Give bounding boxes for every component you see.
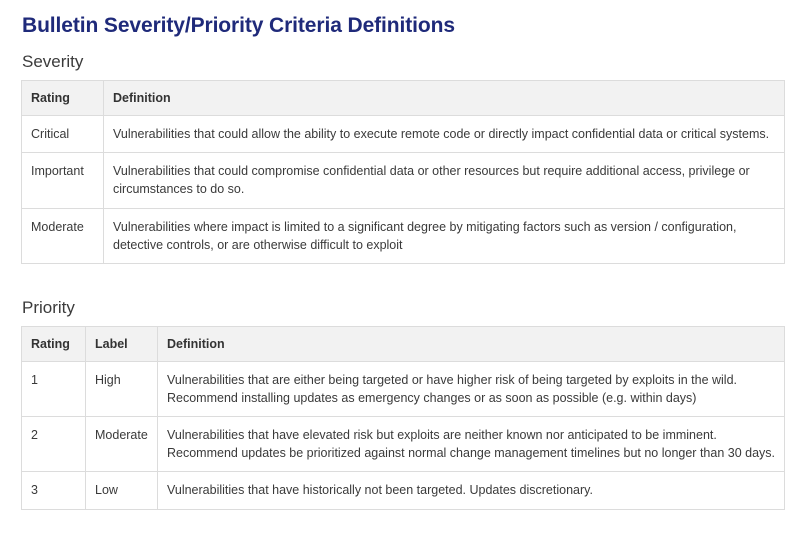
severity-rating-cell: Critical [22, 116, 104, 153]
priority-section-heading: Priority [22, 297, 75, 317]
priority-rating-cell: 2 [22, 417, 86, 472]
column-header-rating: Rating [22, 326, 86, 361]
section-spacer [18, 264, 784, 298]
table-row [22, 361, 785, 416]
severity-definition-cell: Vulnerabilities that could allow the ability to execute remote code or directly impact confidential data or critical systems. [104, 116, 785, 153]
column-header-definition: Definition [158, 326, 785, 361]
priority-label-cell: Moderate [86, 417, 158, 472]
severity-definition-cell: Vulnerabilities that could compromise confidential data or other resources but require additional access, privilege or circumstances to do so. [104, 153, 785, 208]
table-header-row [22, 81, 785, 116]
page-title: Bulletin Severity/Priority Criteria Definitions [22, 14, 455, 37]
column-header-definition: Definition [104, 81, 785, 116]
priority-rating-cell: 1 [22, 361, 86, 416]
table-header-row [22, 326, 785, 361]
column-header-rating: Rating [22, 81, 104, 116]
column-header-label: Label [86, 326, 158, 361]
table-row [22, 472, 785, 509]
priority-label-cell: Low [86, 472, 158, 509]
priority-rating-cell: 3 [22, 472, 86, 509]
table-row [22, 208, 785, 263]
severity-definition-cell: Vulnerabilities where impact is limited to a significant degree by mitigating factors such as version / configuration, detective controls, or are otherwise difficult to exploit [104, 208, 785, 263]
priority-table [21, 326, 785, 510]
severity-rating-cell: Important [22, 153, 104, 208]
table-row [22, 153, 785, 208]
priority-definition-cell: Vulnerabilities that have elevated risk but exploits are neither known nor anticipated to be imminent. Recommend updates be prioritized against normal change management timelines but no longer than 30 days. [158, 417, 785, 472]
table-row [22, 116, 785, 153]
priority-definition-cell: Vulnerabilities that have historically not been targeted. Updates discretionary. [158, 472, 785, 509]
priority-label-cell: High [86, 361, 158, 416]
table-row [22, 417, 785, 472]
priority-definition-cell: Vulnerabilities that are either being targeted or have higher risk of being targeted by exploits in the wild. Recommend installing updates as emergency changes or as soon as possible (e.g. within days) [158, 361, 785, 416]
severity-section-heading: Severity [22, 52, 84, 71]
severity-rating-cell: Moderate [22, 208, 104, 263]
severity-table [21, 80, 785, 264]
